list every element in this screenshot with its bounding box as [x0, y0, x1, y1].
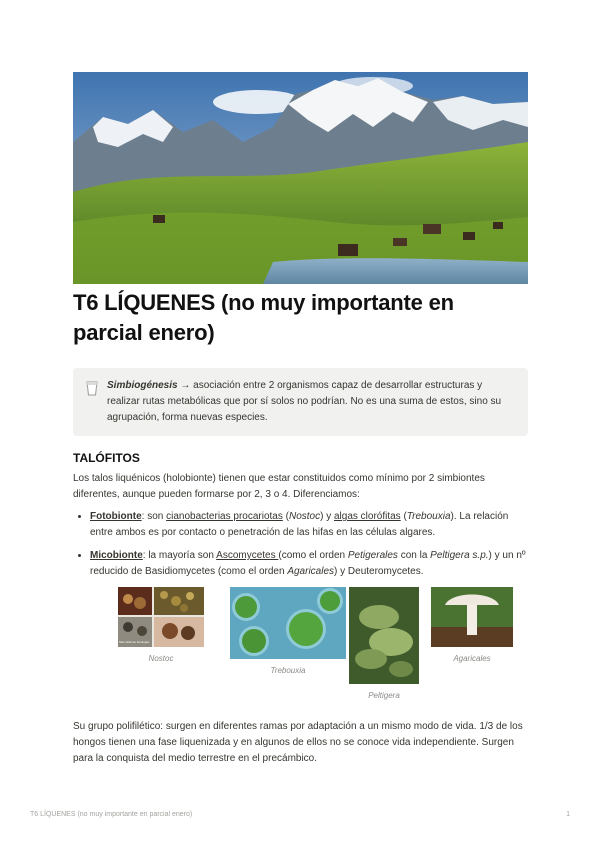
- term-fotobionte: Fotobionte: [90, 511, 142, 522]
- intro-paragraph: Los talos liquénicos (holobionte) tienen que estar constituidos como mínimo por 2 simbiontes diferentes, aunque pueden formarse por 2, 3 o 4. Diferenciamos:: [73, 473, 485, 500]
- caption-agaricales: Agaricales: [453, 654, 491, 663]
- caption-peltigera: Peltigera: [368, 691, 400, 700]
- page-footer: [30, 811, 570, 818]
- figure-agaricales: [431, 587, 513, 663]
- nostoc-watermark: Sitio Web de Ficología: [119, 640, 149, 644]
- section-heading: TALÓFITOS: [73, 451, 140, 465]
- italic-peltigera: Peltigera s.p.: [430, 550, 489, 561]
- trebouxia-image: [230, 587, 346, 659]
- text-segment: (: [400, 511, 407, 522]
- cup-icon: [85, 380, 99, 396]
- footer-title: T6 LÍQUENES (no muy importante en parcial enero): [30, 811, 193, 818]
- link-ascomycetes[interactable]: Ascomycetes: [216, 550, 279, 561]
- callout-text: → asociación entre 2 organismos capaz de desarrollar estructuras y realizar rutas metabólicas que por sí solos no podrían. No es una suma de estos, sino su agrupación, forma nuevas especies.: [107, 380, 502, 423]
- italic-agaricales: Agaricales: [287, 566, 335, 577]
- text-segment: ) y: [320, 511, 334, 522]
- agaricales-image: [431, 587, 513, 647]
- image-gallery: [73, 587, 528, 705]
- page-title: T6 LÍQUENES (no muy importante en parcial enero): [73, 290, 454, 345]
- callout-simbiogenesis: [73, 368, 528, 436]
- link-cianobacterias[interactable]: cianobacterias procariotas: [166, 511, 283, 522]
- list-item-micobionte: [90, 548, 528, 580]
- peltigera-image: [349, 587, 419, 684]
- nostoc-image: [118, 587, 204, 647]
- text-segment: (: [282, 511, 289, 522]
- outro-paragraph: Su grupo polifilético: surgen en diferentes ramas por adaptación a un mismo modo de vida. 1/3 de los hongos tienen una fase liquenizada y en algunos de ellos no se conoce vida independiente. Surgen para la conquista del medio terrestre en el precámbico.: [73, 721, 523, 764]
- document-page: [73, 72, 528, 767]
- cover-image-alpine-landscape: [73, 72, 528, 284]
- text-segment: ) y un nº reducido de Basidiomycetes (como el orden: [90, 550, 526, 577]
- italic-petigerales: Petigerales: [347, 550, 398, 561]
- caption-nostoc: Nostoc: [148, 654, 174, 663]
- text-segment: ) y Deuteromycetes.: [334, 566, 424, 577]
- text-segment: con la: [397, 550, 431, 561]
- footer-page-number: 1: [566, 811, 570, 818]
- italic-trebouxia: Trebouxia: [406, 511, 451, 522]
- figure-peltigera: [349, 587, 419, 700]
- list-item-fotobionte: [90, 509, 528, 541]
- text-segment: : la mayoría son: [142, 550, 217, 561]
- term-micobionte: Micobionte: [90, 550, 143, 561]
- bullet-list: [73, 509, 528, 580]
- callout-term: Simbiogénesis: [107, 380, 178, 391]
- italic-nostoc: Nostoc: [288, 511, 321, 522]
- caption-trebouxia: Trebouxia: [270, 666, 306, 675]
- link-algas-clorofitas[interactable]: algas clorófitas: [333, 511, 401, 522]
- text-segment: (como el orden: [278, 550, 348, 561]
- text-segment: ). La relación entre ambos es por contacto o penetración de las hifas en las células algares.: [90, 511, 509, 538]
- text-segment: : son: [141, 511, 167, 522]
- figure-trebouxia: [230, 587, 346, 675]
- figure-nostoc: [118, 587, 204, 663]
- cover-illustration: [73, 72, 528, 284]
